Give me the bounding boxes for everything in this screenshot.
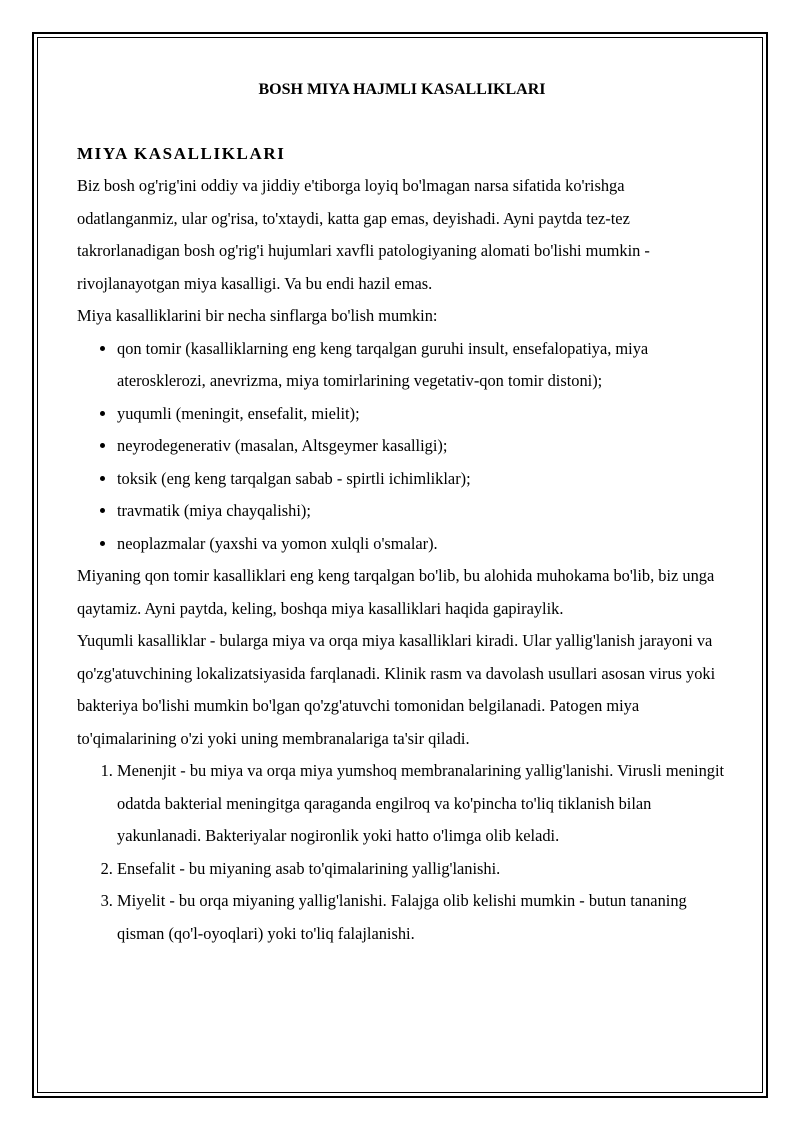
document-title: BOSH MIYA HAJMLI KASALLIKLARI [258, 81, 546, 98]
list-item: 1. Menenjit - bu miya va orqa miya yumshoq membranalarining yallig'lanishi. Virusli meningit odatda bakterial meningitga qaraganda engilroq va ko'pincha to'liq tiklanish bilan yakunlanadi. Bakteriyalar nogironlik yoki hatto o'limga olib keladi. [117, 755, 727, 853]
infections-list [77, 755, 727, 950]
intro-paragraph: Biz bosh og'rig'ini oddiy va jiddiy e'tiborga loyiq bo'lmagan narsa sifatida ko'rishga odatlanganmiz, ular og'risa, to'xtaydi, katta gap emas, deyishadi. Ayni paytda tez-tez takrorlanadigan bosh og'rig'i hujumlari xavfli patologiyaning alomati bo'lishi mumkin - rivojlanayotgan miya kasalligi. Va bu endi hazil emas. [77, 176, 650, 293]
section-heading: MIYA KASALLIKLARI [77, 144, 286, 163]
list-item: • yuqumli (meningit, ensefalit, mielit); [117, 398, 727, 431]
disease-classes-list [77, 333, 727, 561]
list-item: • toksik (eng keng tarqalgan sabab - spirtli ichimliklar); [117, 463, 727, 496]
infectious-paragraph: Yuqumli kasalliklar - bularga miya va orqa miya kasalliklari kiradi. Ular yallig'lanish jarayoni va qo'zg'atuvchining lokalizatsiyasida farqlanadi. Klinik rasm va davolash usullari asosan virus yoki bakteriya bo'lishi mumkin bo'lgan qo'zg'atuvchi tomonidan belgilanadi. Patogen miya to'qimalarining o'zi yoki uning membranalariga ta'sir qiladi. [77, 631, 716, 748]
document-body [77, 70, 727, 950]
list-item: • neyrodegenerativ (masalan, Altsgeymer kasalligi); [117, 430, 727, 463]
vascular-paragraph: Miyaning qon tomir kasalliklari eng keng tarqalgan bo'lib, bu alohida muhokama bo'lib, biz unga qaytamiz. Ayni paytda, keling, boshqa miya kasalliklari haqida gapiraylik. [77, 566, 715, 618]
list-item: • qon tomir (kasalliklarning eng keng tarqalgan guruhi insult, ensefalopatiya, miya aterosklerozi, anevrizma, miya tomirlarining vegetativ-qon tomir distoni); [117, 333, 727, 398]
classes-intro: Miya kasalliklarini bir necha sinflarga bo'lish mumkin: [77, 306, 438, 325]
list-item: • travmatik (miya chayqalishi); [117, 495, 727, 528]
list-item: • neoplazmalar (yaxshi va yomon xulqli o'smalar). [117, 528, 727, 561]
list-item: 3. Miyelit - bu orqa miyaning yallig'lanishi. Falajga olib kelishi mumkin - butun tananing qisman (qo'l-oyoqlari) yoki to'liq falajlanishi. [117, 885, 727, 950]
list-item: 2. Ensefalit - bu miyaning asab to'qimalarining yallig'lanishi. [117, 853, 727, 886]
